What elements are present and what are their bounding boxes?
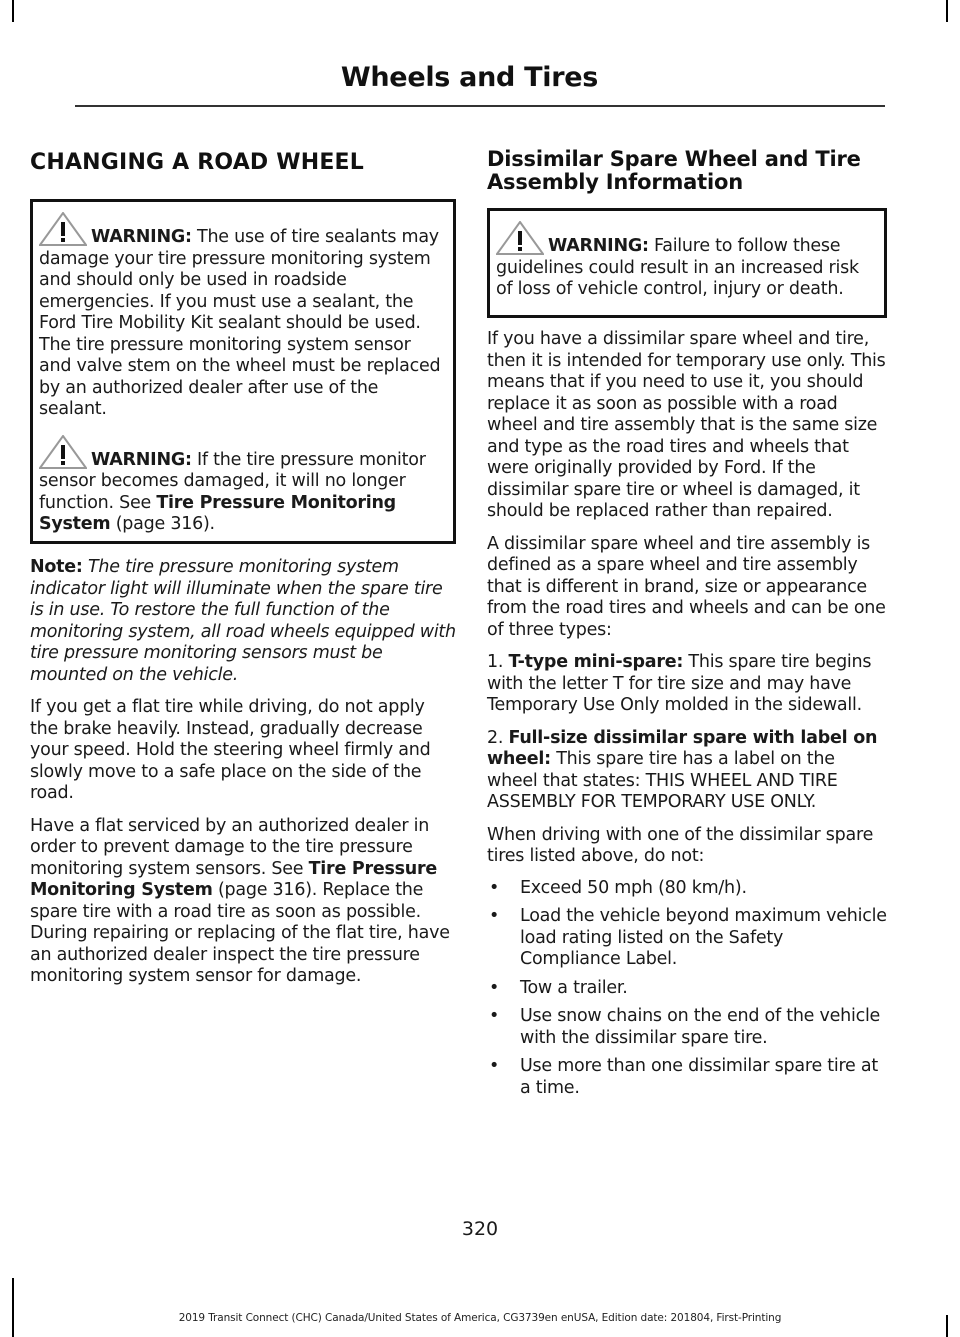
bullet: • xyxy=(489,977,500,998)
warning-text: If the tire pressure monitor sensor becomes damaged, it will no longer function. See xyxy=(39,449,426,513)
warning-label: WARNING: xyxy=(91,449,192,470)
note-label: Note: xyxy=(30,557,83,577)
do-not-list xyxy=(487,878,887,1100)
crop-mark-bottom-left-v xyxy=(12,1278,14,1337)
left-body xyxy=(30,557,456,988)
list-item xyxy=(487,878,887,900)
item-number: 2. xyxy=(487,727,509,748)
list-item xyxy=(487,1056,887,1099)
note-paragraph xyxy=(30,557,456,686)
warning-triangle-icon xyxy=(39,212,87,246)
warning-sensor-damage xyxy=(39,435,447,536)
warning-label: WARNING: xyxy=(548,236,649,256)
warning-triangle-icon xyxy=(496,221,544,255)
dissimilar-definition-paragraph: A dissimilar spare wheel and tire assembly is defined as a spare wheel and tire assembly that is different in brand, size or appearance from the road tires and wheels and can be one of three types: xyxy=(487,533,886,640)
page-ref: (page 316). xyxy=(110,514,215,534)
section-heading-changing-road-wheel: CHANGING A ROAD WHEEL xyxy=(30,150,365,175)
list-item xyxy=(487,978,887,1000)
header-rule xyxy=(75,105,885,107)
paragraph-text: Have a flat serviced by an authorized dealer in order to prevent damage to the tire pressure monitoring system sensors. See xyxy=(30,815,430,879)
warning-box-right xyxy=(487,208,887,318)
type-item-2 xyxy=(487,728,887,814)
crop-mark-top-left-v xyxy=(12,0,14,22)
list-item xyxy=(487,906,887,971)
right-body xyxy=(487,329,887,1106)
do-not-intro-paragraph: When driving with one of the dissimilar spare tires listed above, do not: xyxy=(487,824,874,866)
list-item xyxy=(487,1006,887,1049)
section-heading-dissimilar-spare xyxy=(487,148,861,194)
list-item-text: Load the vehicle beyond maximum vehicle load rating listed on the Safety Compliance Label. xyxy=(520,906,887,969)
warning-text: Failure to follow these guidelines could result in an increased risk of loss of vehicle control, injury or death. xyxy=(496,236,859,299)
bullet: • xyxy=(489,1056,500,1076)
warning-text: The use of tire sealants may damage your tire pressure monitoring system and should only be used in roadside emergencies. If you must use a sealant, the Ford Tire Mobility Kit sealant should be used. The tire pressure monitoring system sensor and valve stem on the wheel must be replaced by an authorized dealer after use of the sealant. xyxy=(39,227,441,419)
page-header-title: Wheels and Tires xyxy=(340,62,598,93)
list-item-text: Tow a trailer. xyxy=(520,977,628,998)
list-item-text: Use snow chains on the end of the vehicle with the dissimilar spare tire. xyxy=(520,1006,881,1048)
type-item-1 xyxy=(487,652,887,717)
item-text: This spare tire has a label on the wheel that states: THIS WHEEL AND TIRE ASSEMBLY FOR TEMPORARY USE ONLY. xyxy=(487,749,838,812)
list-item-text: Use more than one dissimilar spare tire at a time. xyxy=(520,1056,878,1098)
bullet: • xyxy=(489,877,500,898)
page-number: 320 xyxy=(461,1218,499,1240)
warning-box-left xyxy=(30,199,456,544)
footer-edition-info: 2019 Transit Connect (CHC) Canada/United States of America, CG3739en enUSA, Edition date: 201804, First-Printing xyxy=(178,1312,782,1324)
paragraph-text: (page 316). Replace the spare tire with a road tire as soon as possible. During repairing or replacing of the flat tire, have an authorized dealer inspect the tire pressure monitoring system sensor for damage. xyxy=(30,880,450,986)
item-number: 1. xyxy=(487,652,509,672)
heading-line: Assembly Information xyxy=(487,170,743,194)
warning-sealants xyxy=(39,212,447,421)
item-text: This spare tire begins with the letter T for tire size and may have Temporary Use Only molded in the sidewall. xyxy=(487,652,872,715)
flat-serviced-paragraph xyxy=(30,816,456,988)
item-label: T-type mini-spare: xyxy=(508,652,684,672)
tpms-link[interactable]: Tire Pressure Monitoring System xyxy=(30,858,438,900)
heading-line: Dissimilar Spare Wheel and Tire xyxy=(487,147,861,171)
bullet: • xyxy=(489,1006,500,1026)
warning-label: WARNING: xyxy=(91,227,192,247)
item-label: Full-size dissimilar spare with label on wheel: xyxy=(487,727,878,769)
crop-mark-top-right-v xyxy=(946,0,948,22)
note-text: The tire pressure monitoring system indicator light will illuminate when the spare tire is in use. To restore the full function of the monitoring system, all road wheels equipped with tire pressure monitoring sensors must be mounted on the vehicle. xyxy=(30,557,456,685)
bullet: • xyxy=(489,906,500,926)
warning-guidelines xyxy=(496,221,878,301)
list-item-text: Exceed 50 mph (80 km/h). xyxy=(520,877,747,898)
flat-tire-driving-paragraph: If you get a flat tire while driving, do not apply the brake heavily. Instead, gradually decrease your speed. Hold the steering wheel firmly and slowly move to a safe place on the side of the road. xyxy=(30,697,431,803)
dissimilar-spare-paragraph: If you have a dissimilar spare wheel and tire, then it is intended for temporary use only. This means that if you need to use it, you should replace it as soon as possible with a road wheel and tire assembly that is the same size and type as the road tires and wheels that were originally provided by Ford. If the dissimilar spare tire or wheel is damaged, it should be replaced rather than repaired. xyxy=(487,329,886,521)
warning-triangle-icon xyxy=(39,435,87,469)
tpms-link[interactable]: Tire Pressure Monitoring System xyxy=(39,492,396,534)
